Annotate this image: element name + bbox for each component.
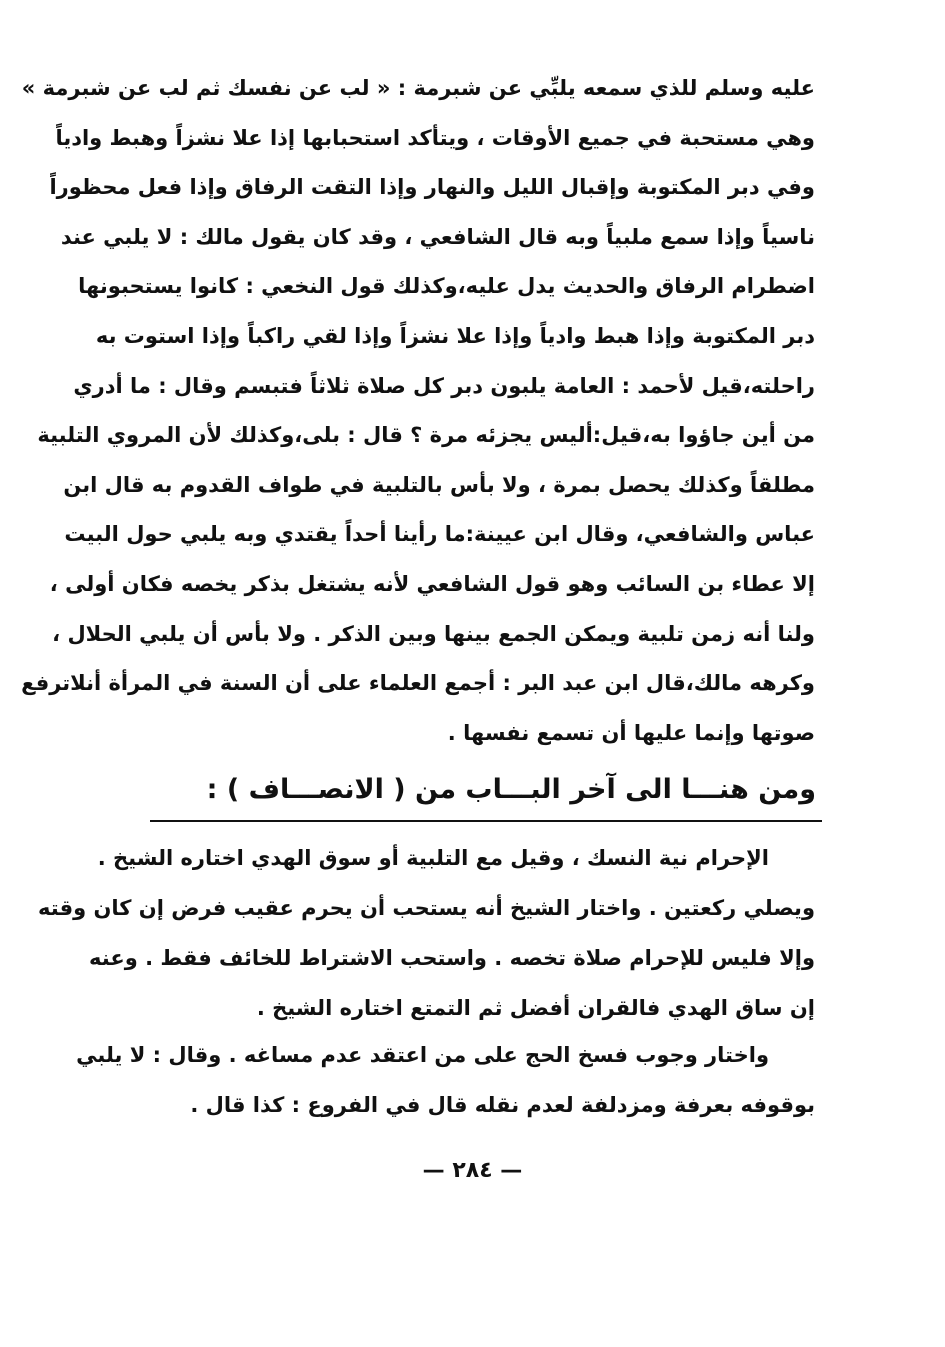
paragraph-1-line: وكرهه مالك،قال ابن عبد البر : أجمع العلماء على أن السنة في المرأة أنلاترفع — [21, 671, 815, 696]
paragraph-1-line: ولنا أنه زمن تلبية ويمكن الجمع بينها وبين الذكر . ولا بأس أن يلبي الحلال ، — [52, 621, 815, 646]
paragraph-3 — [76, 1030, 815, 1130]
paragraph-1-line: ناسياً وإذا سمع ملبياً وبه قال الشافعي ، وقد كان يقول مالك : لا يلبي عند — [60, 224, 815, 249]
paragraph-1-line: وهي مستحبة في جميع الأوقات ، ويتأكد استحبابها إذا علا نشزاً وهبط وادياً — [55, 125, 815, 150]
paragraph-1-line: من أين جاؤوا به،قيل:أليس يجزئه مرة ؟ قال : بلى،وكذلك لأن المروي التلبية — [37, 423, 815, 448]
paragraph-1-line: عباس والشافعي، وقال ابن عيينة:ما رأينا أحداً يقتدي وبه يلبي حول البيت — [64, 522, 815, 547]
paragraph-1 — [21, 64, 815, 758]
heading-underline-divider — [150, 820, 822, 822]
paragraph-1-line: صوتها وإنما عليها أن تسمع نفسها . — [447, 720, 815, 745]
paragraph-2-line: الإحرام نية النسك ، وقيل مع التلبية أو سوق الهدي اختاره الشيخ . — [97, 846, 769, 870]
paragraph-2-line: وإلا فليس للإحرام صلاة تخصه . واستحب الاشتراط للخائف فقط . وعنه — [89, 946, 815, 970]
section-heading-container — [150, 765, 822, 815]
paragraph-3-line: واختار وجوب فسخ الحج على من اعتقد عدم مساغه . وقال : لا يلبي — [76, 1043, 769, 1067]
section-heading: ومن هنـــا الى آخر البـــاب من ( الانصـــاف ) : — [206, 774, 816, 805]
page-number: — ٢٨٤ — — [422, 1158, 523, 1183]
paragraph-2 — [38, 833, 815, 1033]
paragraph-1-line: اضطرام الرفاق والحديث يدل عليه،وكذلك قول النخعي : كانوا يستحبونها — [78, 274, 815, 299]
paragraph-1-line: إلا عطاء بن السائب وهو قول الشافعي لأنه يشتغل بذكر يخصه فكان أولى ، — [49, 571, 815, 596]
paragraph-1-line: عليه وسلم للذي سمعه يلبِّي عن شبرمة : « لب عن نفسك ثم لب عن شبرمة » — [21, 76, 815, 100]
paragraph-1-line: دبر المكتوبة وإذا هبط وادياً وإذا علا نشزاً وإذا لقي راكباً وإذا استوت به — [95, 323, 815, 348]
paragraph-1-line: مطلقاً وكذلك يحصل بمرة ، ولا بأس بالتلبية في طواف القدوم به قال ابن — [63, 472, 815, 497]
paragraph-3-line: بوقوفه بعرفة ومزدلفة لعدم نقله قال في الفروع : كذا قال . — [190, 1093, 815, 1117]
paragraph-2-line: ويصلي ركعتين . واختار الشيخ أنه يستحب أن يحرم عقيب فرض إن كان وقته — [38, 896, 815, 920]
paragraph-1-line: وفي دبر المكتوبة وإقبال الليل والنهار وإذا التقت الرفاق وإذا فعل محظوراً — [49, 175, 815, 200]
paragraph-1-line: راحلته،قيل لأحمد : العامة يلبون دبر كل صلاة ثلاثاً فتبسم وقال : ما أدري — [73, 373, 815, 398]
paragraph-2-line: إن ساق الهدي فالقران أفضل ثم التمتع اختاره الشيخ . — [256, 996, 815, 1020]
